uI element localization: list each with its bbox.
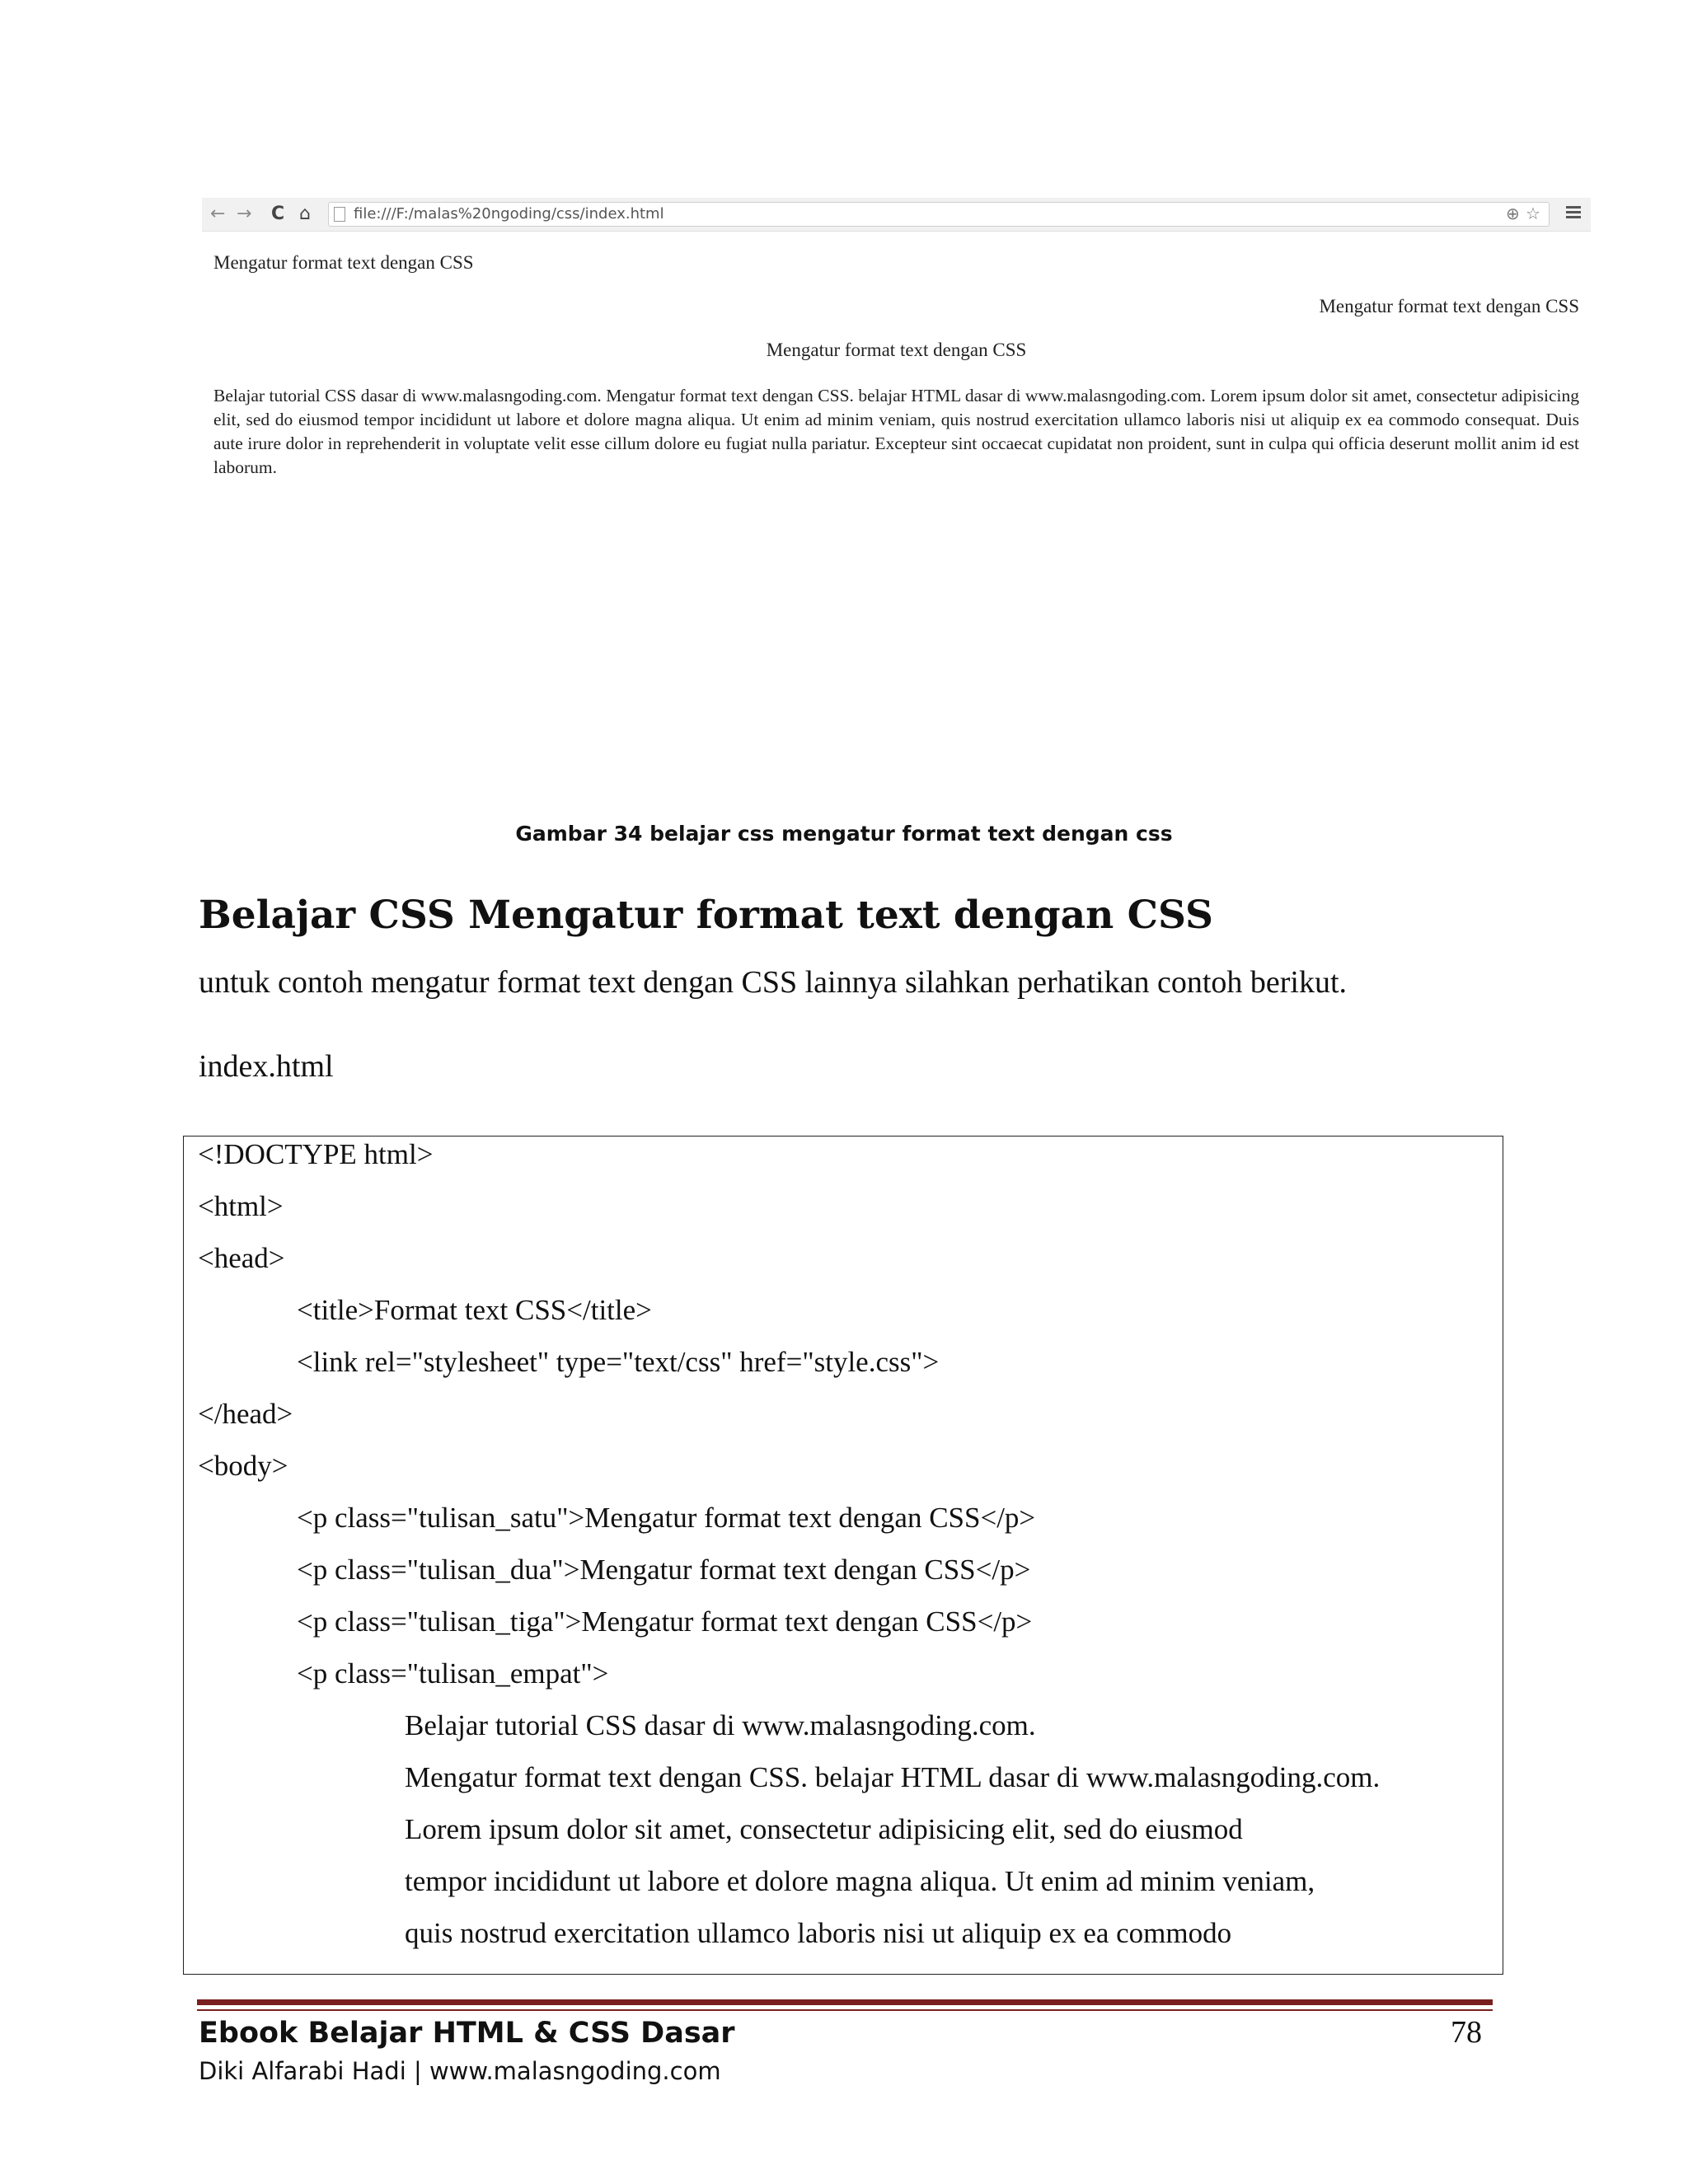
code-line: <p class="tulisan_empat"> <box>297 1657 609 1690</box>
reload-icon[interactable]: C <box>271 204 285 224</box>
file-label: index.html <box>199 1049 334 1084</box>
footer-rule <box>197 1999 1493 2005</box>
demo-paragraph: Belajar tutorial CSS dasar di www.malasngoding.com. Mengatur format text dengan CSS. belajar HTML dasar di www.malasngoding.com. Lorem ipsum dolor sit amet, consectetur adipisicing elit, sed do eiusmod tempor incididunt ut labore et dolore magna aliqua. Ut enim ad minim veniam, quis nostrud exercitation ullamco laboris nisi ut aliquip ex ea commodo consequat. Duis aute irure dolor in reprehenderit in voluptate velit esse cillum dolore eu fugiat nulla pariatur. Excepteur sint occaecat cupidatat non proident, sunt in culpa qui officia deserunt mollit anim id est laborum. <box>213 386 1579 477</box>
code-line: <p class="tulisan_tiga">Mengatur format text dengan CSS</p> <box>297 1605 1033 1638</box>
code-line: Mengatur format text dengan CSS. belajar HTML dasar di www.malasngoding.com. <box>405 1761 1381 1793</box>
page-icon <box>334 207 345 222</box>
code-line: <p class="tulisan_satu">Mengatur format text dengan CSS</p> <box>297 1502 1036 1534</box>
code-line: <!DOCTYPE html> <box>198 1138 434 1170</box>
browser-screenshot <box>202 198 1591 486</box>
section-heading: Belajar CSS Mengatur format text dengan CSS <box>199 893 1213 938</box>
code-line: tempor incididunt ut labore et dolore magna aliqua. Ut enim ad minim veniam, <box>405 1865 1315 1897</box>
footer-author: Diki Alfarabi Hadi | www.malasngoding.com <box>199 2057 721 2085</box>
code-line: </head> <box>198 1398 293 1430</box>
code-line: quis nostrud exercitation ullamco laboris nisi ut aliquip ex ea commodo <box>405 1917 1232 1949</box>
zoom-icon[interactable]: ⊕ <box>1506 204 1520 223</box>
intro-text: untuk contoh mengatur format text dengan CSS lainnya silahkan perhatikan contoh berikut. <box>199 965 1348 1000</box>
code-line: <head> <box>198 1242 285 1274</box>
code-line: Lorem ipsum dolor sit amet, consectetur adipisicing elit, sed do eiusmod <box>405 1813 1243 1845</box>
footer-title: Ebook Belajar HTML & CSS Dasar <box>199 2017 735 2050</box>
footer-rule-thin <box>197 2009 1493 2011</box>
home-icon[interactable]: ⌂ <box>299 204 311 224</box>
back-arrow-icon[interactable]: ← <box>210 204 226 224</box>
browser-toolbar <box>202 198 1591 232</box>
code-line: Belajar tutorial CSS dasar di www.malasngoding.com. <box>405 1709 1036 1741</box>
code-line: <html> <box>198 1190 284 1222</box>
demo-text-center: Mengatur format text dengan CSS <box>766 340 1027 360</box>
figure-caption: Gambar 34 belajar css mengatur format text dengan css <box>515 822 1173 846</box>
code-line: <link rel="stylesheet" type="text/css" href="style.css"> <box>297 1346 940 1378</box>
page-number: 78 <box>1451 2015 1482 2050</box>
demo-text-right: Mengatur format text dengan CSS <box>1319 296 1579 316</box>
code-line: <p class="tulisan_dua">Mengatur format text dengan CSS</p> <box>297 1554 1031 1586</box>
menu-icon[interactable] <box>1566 206 1581 219</box>
code-line: <title>Format text CSS</title> <box>297 1294 652 1326</box>
demo-text-left: Mengatur format text dengan CSS <box>213 252 474 273</box>
url-text[interactable]: file:///F:/malas%20ngoding/css/index.html <box>354 205 664 223</box>
code-line: <body> <box>198 1450 288 1482</box>
bookmark-star-icon[interactable]: ☆ <box>1526 204 1540 223</box>
code-box <box>183 1136 1503 1975</box>
address-bar[interactable] <box>328 202 1550 227</box>
forward-arrow-icon[interactable]: → <box>237 204 252 224</box>
